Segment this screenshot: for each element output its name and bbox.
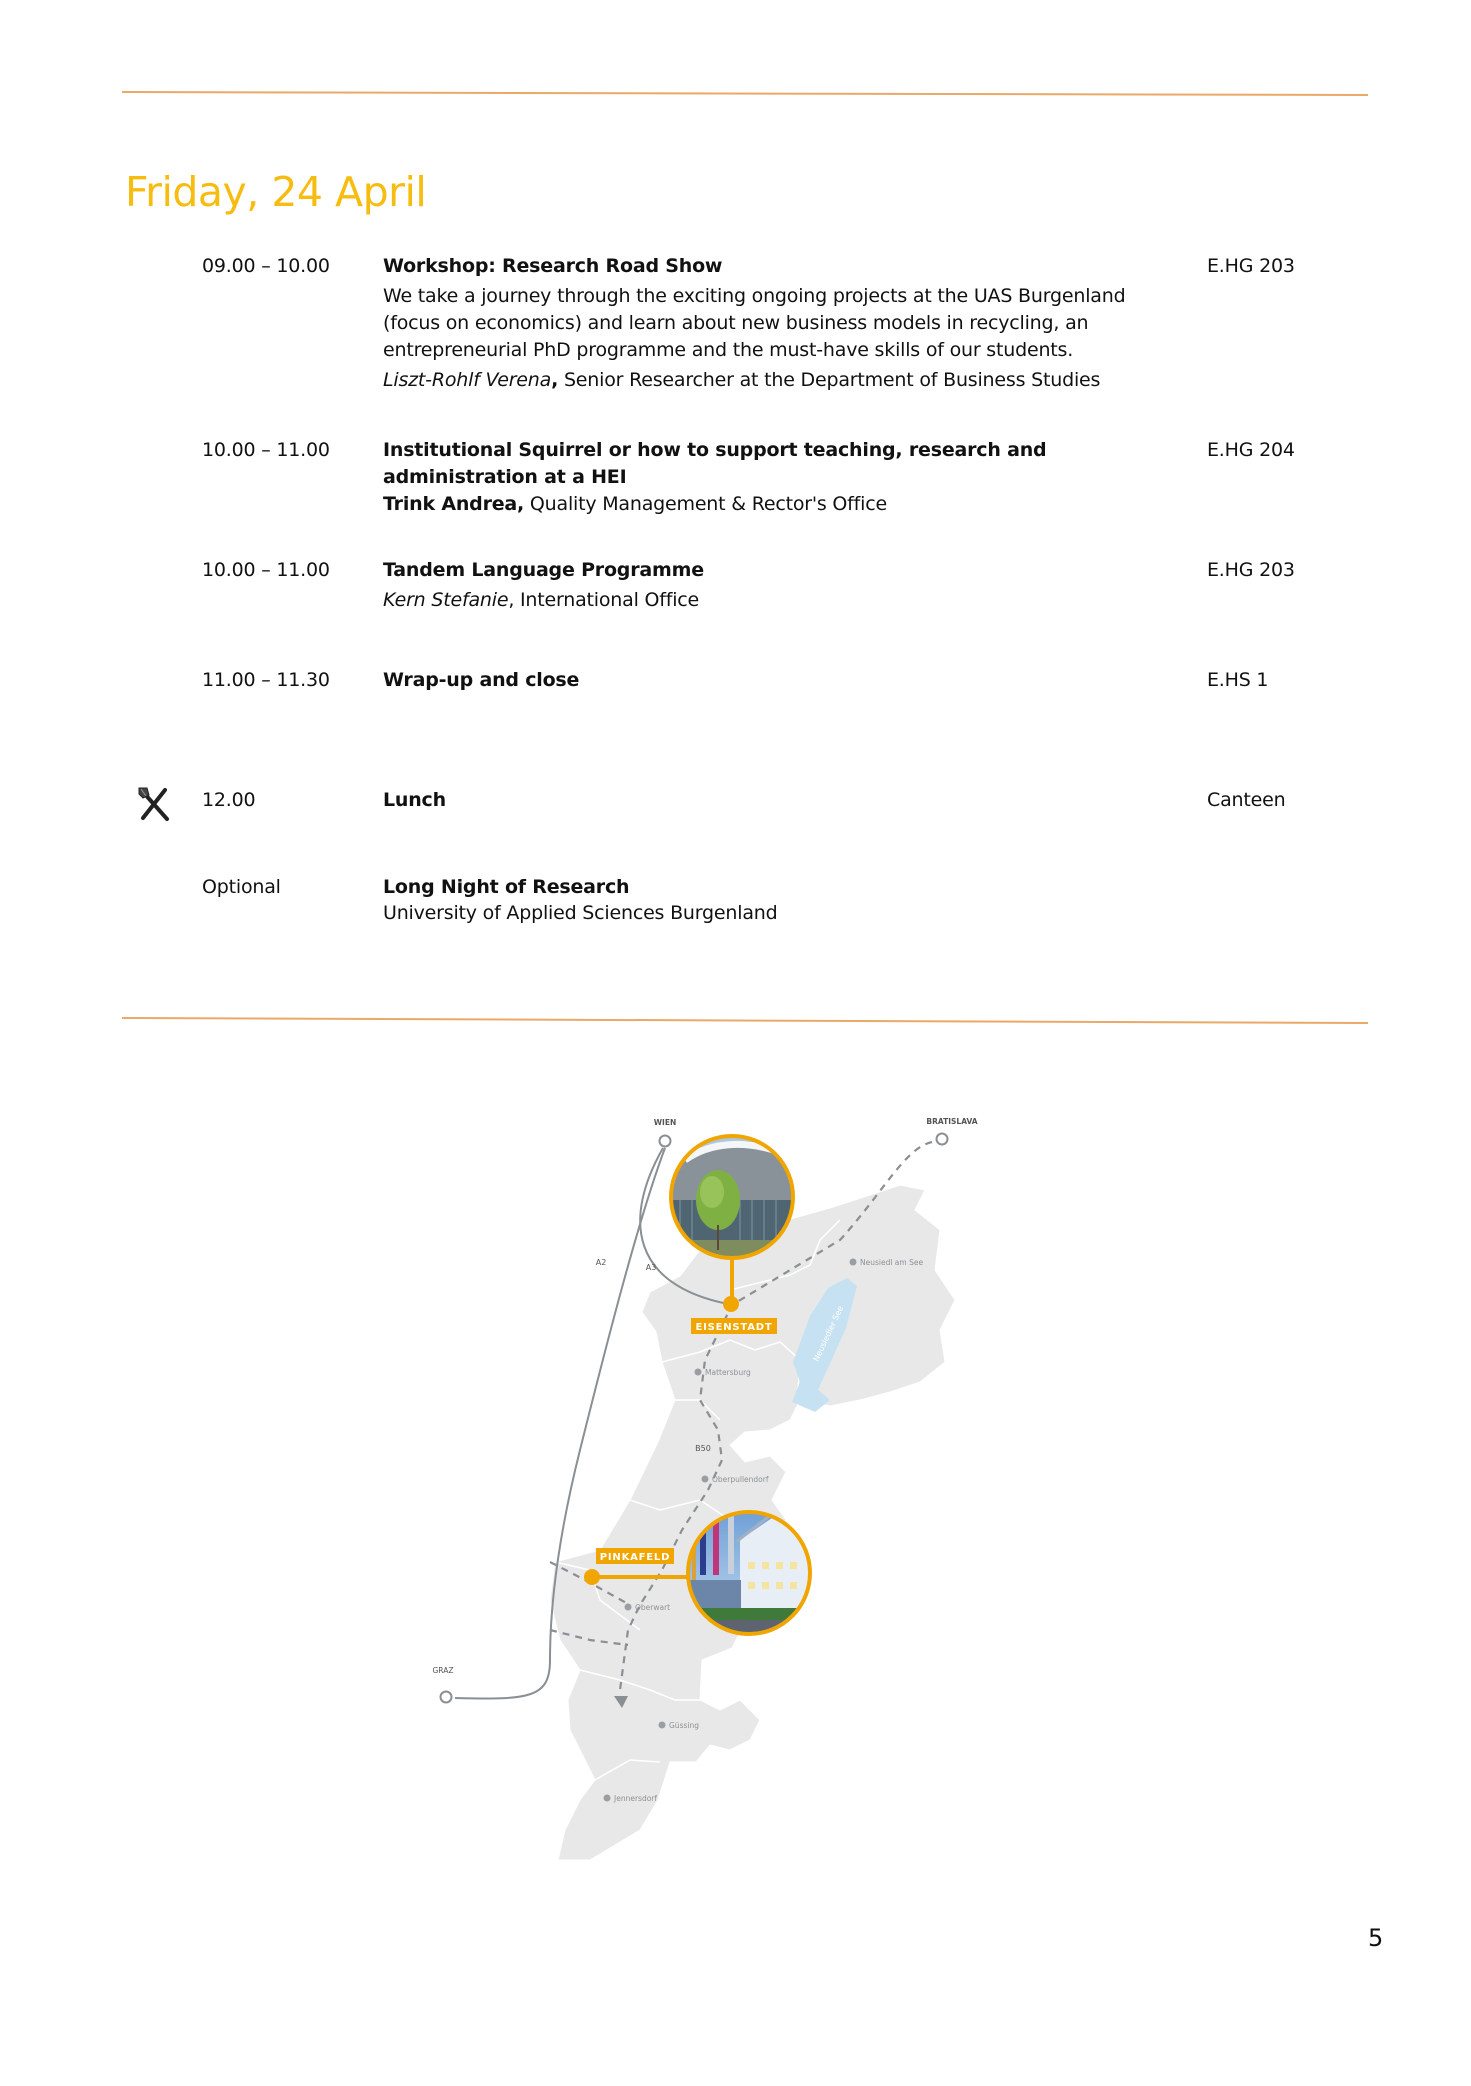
- session-room: E.HG 203: [1207, 255, 1295, 277]
- speaker-name: Kern Stefanie: [383, 589, 509, 611]
- bratislava-label: BRATISLAVA: [926, 1117, 978, 1126]
- graz-label: GRAZ: [432, 1666, 454, 1675]
- session-title: Workshop: Research Road Show: [383, 255, 723, 277]
- speaker-name: Liszt-Rohlf Verena: [383, 369, 552, 391]
- guessing-label: Güssing: [669, 1721, 699, 1730]
- lake-label: Neusiedler See: [811, 1304, 846, 1363]
- wien-marker: [660, 1136, 671, 1147]
- session-time: 10.00 – 11.00: [202, 439, 330, 461]
- session-details: [383, 557, 1183, 614]
- wien-label: WIEN: [653, 1118, 677, 1127]
- pinkafeld-label: PINKAFELD: [599, 1552, 671, 1563]
- page-number: 5: [1368, 1924, 1384, 1952]
- bratislava-marker: [937, 1134, 948, 1145]
- neusiedl-dot: [850, 1259, 857, 1266]
- mattersburg-dot: [695, 1369, 702, 1376]
- session-details: [383, 787, 1183, 814]
- jennersdorf-dot: [604, 1795, 611, 1802]
- a2-label: A2: [595, 1258, 607, 1267]
- neusiedl-label: Neusiedl am See: [860, 1258, 924, 1267]
- session-description-line: We take a journey through the exciting ongoing projects at the UAS Burgenland: [383, 285, 1126, 307]
- session-room: E.HG 203: [1207, 559, 1295, 581]
- oberwart-dot: [625, 1604, 632, 1611]
- oberwart-label: Oberwart: [635, 1603, 671, 1612]
- mattersburg-label: Mattersburg: [705, 1368, 751, 1377]
- session-title: Lunch: [383, 789, 446, 811]
- oberpullendorf-dot: [702, 1476, 709, 1483]
- session-details: [383, 874, 1183, 927]
- campus-location-map: [400, 1100, 1000, 1880]
- session-time: 10.00 – 11.00: [202, 559, 330, 581]
- graz-marker: [441, 1692, 452, 1703]
- cutlery-icon: [137, 786, 171, 822]
- guessing-dot: [659, 1722, 666, 1729]
- session-room: Canteen: [1207, 789, 1286, 811]
- session-title: Wrap-up and close: [383, 669, 580, 691]
- session-speaker: [383, 367, 1183, 394]
- session-time: Optional: [202, 876, 281, 898]
- speaker-role: Senior Researcher at the Department of Business Studies: [558, 369, 1101, 391]
- speaker-separator: ,: [551, 369, 559, 391]
- session-description-line: (focus on economics) and learn about new business models in recycling, an: [383, 312, 1089, 334]
- session-time: 11.00 – 11.30: [202, 669, 330, 691]
- session-time: 09.00 – 10.00: [202, 255, 330, 277]
- a3-label: A3: [645, 1263, 657, 1272]
- session-details: [383, 667, 1183, 694]
- session-room: E.HG 204: [1207, 439, 1295, 461]
- b50-label: B50: [695, 1444, 711, 1453]
- speaker-role: Quality Management & Rector's Office: [524, 493, 887, 515]
- session-details: [383, 253, 1183, 394]
- session-title-line: administration at a HEI: [383, 466, 627, 488]
- bottom-divider: [122, 1017, 1368, 1024]
- session-details: [383, 437, 1183, 518]
- speaker-name: Trink Andrea,: [383, 493, 525, 515]
- session-title: Tandem Language Programme: [383, 559, 704, 581]
- eisenstadt-label: EISENSTADT: [695, 1322, 773, 1333]
- jennersdorf-label: Jennersdorf: [614, 1794, 658, 1803]
- speaker-role: , International Office: [508, 589, 700, 611]
- session-title-line: Institutional Squirrel or how to support teaching, research and: [383, 439, 1047, 461]
- page-heading: Friday, 24 April: [125, 168, 427, 216]
- session-time: 12.00: [202, 789, 256, 811]
- eisenstadt-campus-dot: [723, 1296, 739, 1312]
- session-subtitle: University of Applied Sciences Burgenland: [383, 902, 778, 924]
- session-room: E.HS 1: [1207, 669, 1269, 691]
- session-speaker: [383, 587, 1183, 614]
- session-title: Long Night of Research: [383, 876, 630, 898]
- oberpullendorf-label: Oberpullendorf: [712, 1475, 769, 1484]
- top-divider: [122, 91, 1368, 96]
- session-description-line: entrepreneurial PhD programme and the must-have skills of our students.: [383, 339, 1074, 361]
- pinkafeld-campus-dot: [584, 1569, 600, 1585]
- session-speaker: [383, 491, 1183, 518]
